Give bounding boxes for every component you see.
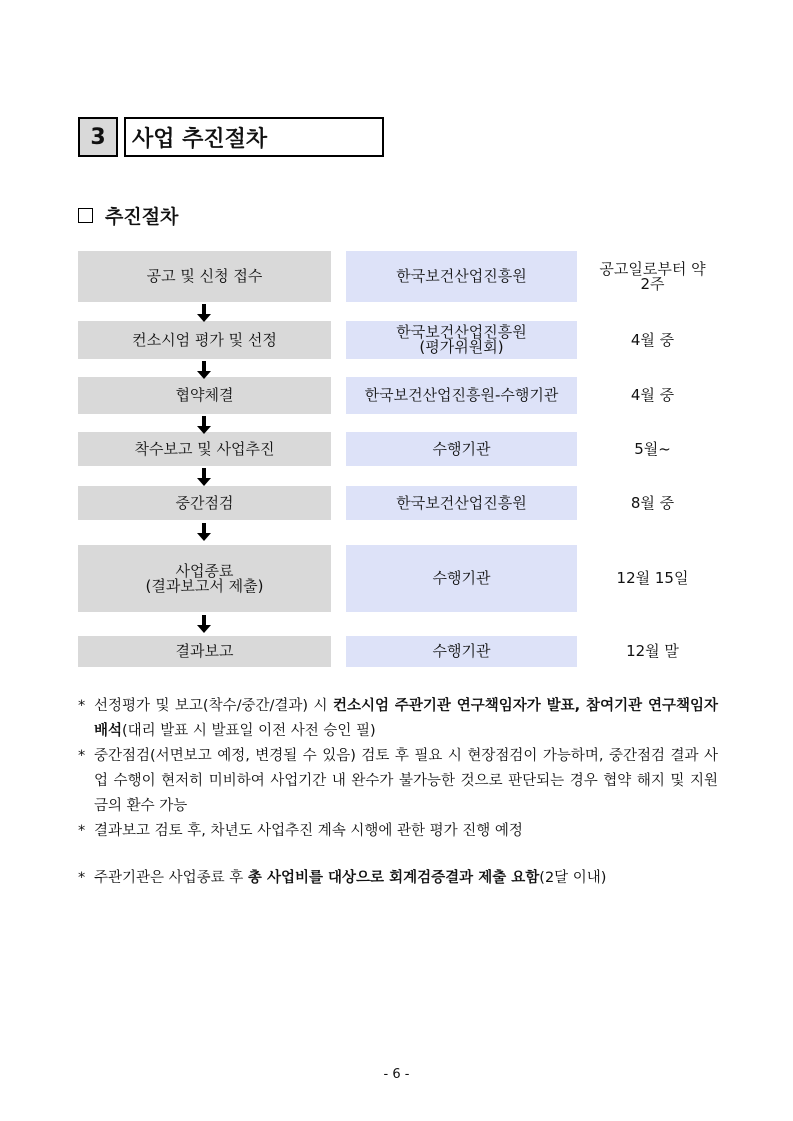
process-step-line: 협약체결 [175, 386, 234, 404]
process-step [78, 545, 331, 612]
asterisk-marker: * [78, 698, 86, 714]
process-step-line: 결과보고 [175, 642, 234, 660]
schedule [590, 432, 715, 466]
responsible-org [346, 432, 577, 466]
responsible-org [346, 486, 577, 520]
responsible-org [346, 636, 577, 667]
note-emphasis: 컨소시엄 주관기관 연구책임자가 발표, 참여기관 연구책임자 배석 [94, 698, 718, 739]
schedule [590, 636, 715, 667]
note-segment: (2달 이내) [539, 870, 607, 886]
process-step-line: 사업종료 [175, 561, 234, 580]
process-step [78, 377, 331, 414]
process-step [78, 432, 331, 466]
schedule [590, 377, 715, 414]
schedule-line: 12월 말 [626, 642, 679, 660]
note-text [94, 744, 718, 819]
page-number: - 6 - [383, 1067, 410, 1082]
note-item [78, 819, 718, 844]
schedule-line: 12월 15일 [616, 569, 689, 587]
responsible-org [346, 251, 577, 302]
schedule-line: 4월 중 [630, 386, 675, 404]
down-arrow-icon [196, 361, 212, 379]
process-step-line: 공고 및 신청 접수 [146, 267, 263, 285]
responsible-org-line: 한국보건산업진흥원 [396, 493, 527, 512]
schedule [590, 486, 715, 520]
asterisk-marker: * [78, 748, 86, 764]
process-step [78, 486, 331, 520]
note-text [94, 819, 718, 844]
note-text [94, 866, 718, 891]
subheading [78, 202, 178, 229]
down-arrow-icon [196, 416, 212, 434]
note-segment: 주관기관은 사업종료 후 [94, 870, 248, 886]
note-emphasis: 총 사업비를 대상으로 회계검증결과 제출 요함 [247, 870, 540, 886]
down-arrow-icon [196, 468, 212, 486]
process-step-line: 중간점검 [175, 493, 234, 512]
schedule-line: 공고일로부터 약 [599, 259, 706, 278]
note-segment: (대리 발표 시 발표일 이전 사전 승인 필) [122, 723, 376, 739]
section-number: 3 [78, 117, 118, 157]
note-text [94, 694, 718, 744]
schedule [590, 545, 715, 612]
note-item [78, 866, 718, 891]
note-item [78, 744, 718, 819]
process-step-line: 착수보고 및 사업추진 [134, 439, 275, 458]
responsible-org-line: (평가위원회) [419, 338, 504, 356]
schedule [590, 321, 715, 359]
process-step [78, 636, 331, 667]
asterisk-marker: * [78, 870, 86, 886]
responsible-org-line: 한국보건산업진흥원-수행기관 [364, 386, 559, 404]
responsible-org-line: 수행기관 [432, 569, 491, 587]
process-step-line: 컨소시엄 평가 및 선정 [132, 330, 277, 349]
responsible-org-line: 한국보건산업진흥원 [396, 267, 527, 285]
subheading-text: 추진절차 [105, 206, 179, 228]
responsible-org [346, 321, 577, 359]
note-item [78, 694, 718, 744]
process-step [78, 251, 331, 302]
schedule-line: 8월 중 [630, 493, 675, 512]
responsible-org [346, 545, 577, 612]
schedule-line: 4월 중 [630, 330, 675, 349]
note-segment: 중간점검(서면보고 예정, 변경될 수 있음) 검토 후 필요 시 현장점검이 가능하며, 중간점검 결과 사업 수행이 현저히 미비하여 사업기간 내 완수가 불가능한 것으로 판단되는 경우 협약 해지 및 지원금의 환수 가능 [94, 748, 718, 814]
responsible-org-line: 수행기관 [432, 439, 491, 458]
process-step [78, 321, 331, 359]
section-header [78, 117, 384, 157]
process-step-line: (결과보고서 제출) [145, 576, 264, 595]
asterisk-marker: * [78, 823, 86, 839]
schedule-line: 2주 [640, 274, 665, 293]
down-arrow-icon [196, 615, 212, 633]
notes [78, 694, 718, 891]
schedule [590, 251, 715, 302]
schedule-line: 5월~ [634, 439, 671, 458]
responsible-org-line: 한국보건산업진흥원 [396, 323, 527, 341]
square-bullet-icon [78, 208, 93, 223]
down-arrow-icon [196, 304, 212, 322]
note-segment: 선정평가 및 보고(착수/중간/결과) 시 [94, 698, 333, 714]
responsible-org [346, 377, 577, 414]
down-arrow-icon [196, 523, 212, 541]
section-title: 사업 추진절차 [124, 117, 384, 157]
note-segment: 결과보고 검토 후, 차년도 사업추진 계속 시행에 관한 평가 진행 예정 [94, 823, 523, 839]
responsible-org-line: 수행기관 [432, 642, 491, 660]
